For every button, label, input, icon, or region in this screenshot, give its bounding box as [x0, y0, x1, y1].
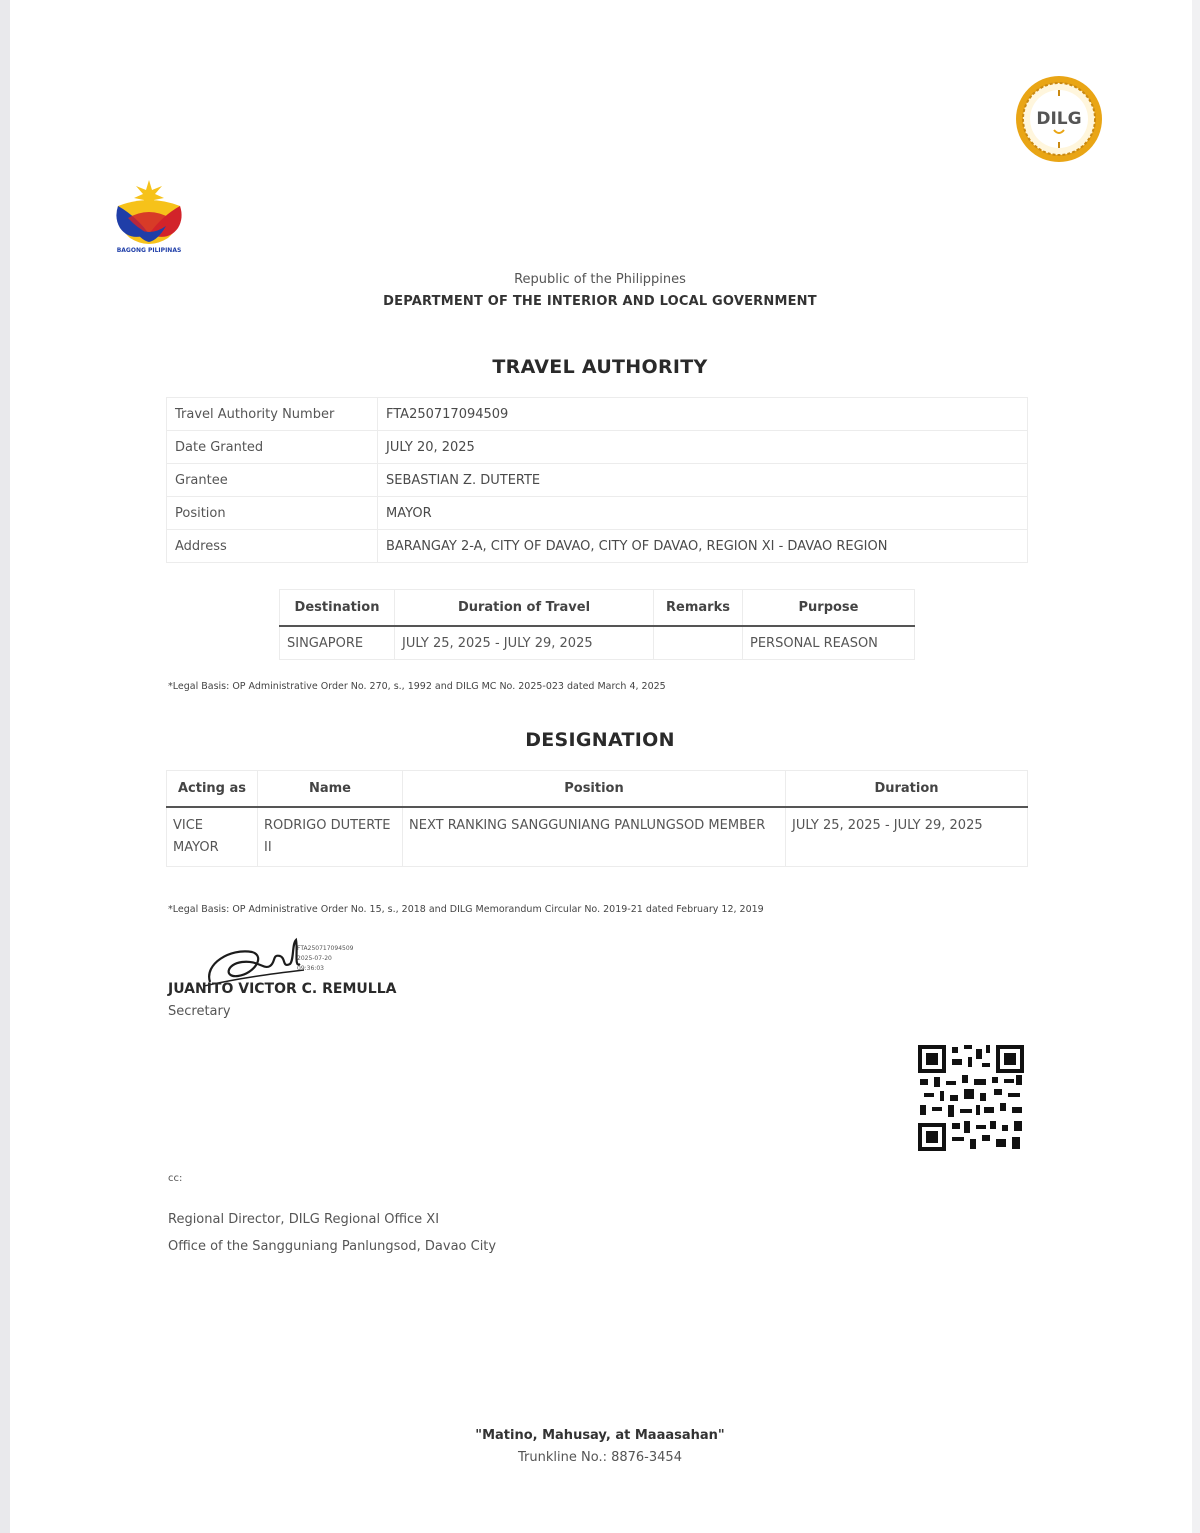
info-label: Grantee — [167, 464, 378, 497]
travel-authority-title: TRAVEL AUTHORITY — [492, 356, 708, 378]
duration-cell: JULY 25, 2025 - JULY 29, 2025 — [786, 807, 1028, 867]
footer-motto: "Matino, Mahusay, at Maaasahan" — [475, 1428, 725, 1443]
column-header: Position — [403, 771, 786, 808]
dilg-seal-text: DILG — [1036, 109, 1082, 129]
column-header: Duration — [786, 771, 1028, 808]
position-cell: NEXT RANKING SANGGUNIANG PANLUNGSOD MEMBER — [403, 807, 786, 867]
info-label: Position — [167, 497, 378, 530]
info-value: MAYOR — [378, 497, 1028, 530]
table-row — [167, 431, 1028, 464]
info-value: BARANGAY 2-A, CITY OF DAVAO, CITY OF DAVAO, REGION XI - DAVAO REGION — [378, 530, 1028, 563]
page-edge-left — [0, 0, 10, 1533]
info-label: Travel Authority Number — [167, 398, 378, 431]
info-value: JULY 20, 2025 — [378, 431, 1028, 464]
legal-basis-note: *Legal Basis: OP Administrative Order No. 15, s., 2018 and DILG Memorandum Circular No. 2019-21 dated February 12, 2019 — [168, 904, 764, 915]
department-heading: DEPARTMENT OF THE INTERIOR AND LOCAL GOVERNMENT — [383, 294, 817, 309]
cc-recipient: Regional Director, DILG Regional Office XI — [168, 1212, 440, 1227]
info-label: Date Granted — [167, 431, 378, 464]
dilg-seal-icon — [1014, 74, 1104, 164]
bagong-pilipinas-logo-icon — [106, 176, 192, 256]
info-value: SEBASTIAN Z. DUTERTE — [378, 464, 1028, 497]
info-label: Address — [167, 530, 378, 563]
purpose-cell: PERSONAL REASON — [743, 626, 915, 660]
designation-table — [166, 770, 1028, 867]
column-header: Purpose — [743, 590, 915, 627]
travel-details-table — [279, 589, 915, 660]
cc-recipient: Office of the Sangguniang Panlungsod, Davao City — [168, 1239, 497, 1254]
name-cell: RODRIGO DUTERTE II — [258, 807, 403, 867]
signatory-name: JUANITO VICTOR C. REMULLA — [168, 981, 397, 997]
travel-authority-info-table — [166, 397, 1028, 563]
qr-code-icon — [918, 1045, 1024, 1151]
column-header: Destination — [280, 590, 395, 627]
footer-trunkline: Trunkline No.: 8876-3454 — [518, 1450, 682, 1465]
signatory-title: Secretary — [168, 1004, 231, 1019]
signature-stamp — [297, 944, 353, 974]
stamp-line: FTA250717094509 — [297, 945, 354, 952]
table-row — [167, 497, 1028, 530]
table-row — [167, 807, 1028, 867]
cc-label: cc: — [168, 1173, 183, 1184]
column-header: Duration of Travel — [395, 590, 654, 627]
stamp-line: 2025-07-20 — [297, 955, 332, 962]
table-header-row — [280, 590, 915, 627]
column-header: Acting as — [167, 771, 258, 808]
table-row — [167, 398, 1028, 431]
info-value: FTA250717094509 — [378, 398, 1028, 431]
stamp-line: 09:36:03 — [297, 965, 324, 972]
acting-as-cell: VICE MAYOR — [167, 807, 258, 867]
table-header-row — [167, 771, 1028, 808]
republic-heading: Republic of the Philippines — [514, 272, 686, 287]
duration-cell: JULY 25, 2025 - JULY 29, 2025 — [395, 626, 654, 660]
column-header: Remarks — [654, 590, 743, 627]
column-header: Name — [258, 771, 403, 808]
table-row — [167, 464, 1028, 497]
designation-title: DESIGNATION — [525, 729, 675, 751]
table-row — [280, 626, 915, 660]
page-edge-right — [1192, 0, 1200, 1533]
destination-cell: SINGAPORE — [280, 626, 395, 660]
legal-basis-note: *Legal Basis: OP Administrative Order No. 270, s., 1992 and DILG MC No. 2025-023 dated March 4, 2025 — [168, 681, 666, 692]
remarks-cell — [654, 626, 743, 660]
table-row — [167, 530, 1028, 563]
bagong-pilipinas-logo-text: BAGONG PILIPINAS — [116, 247, 182, 254]
